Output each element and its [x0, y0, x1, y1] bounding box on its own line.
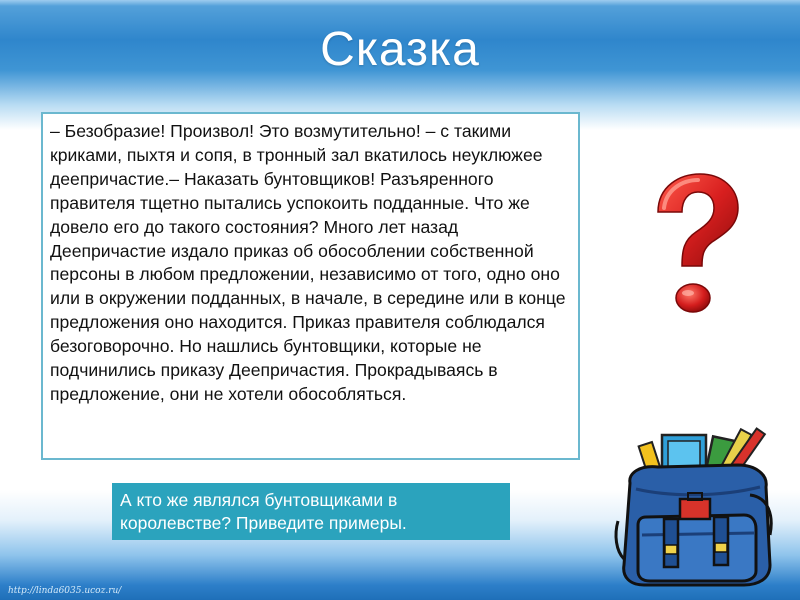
story-text: – Безобразие! Произвол! Это возмутительно! – с такими криками, пыхтя и сопя, в тронный зал вкатилось неуклюжее деепричастие.– Наказать бунтовщиков! Разъяренного правителя тщетно пытались успокоить подданные. Что же довело его до такого состояния? Много лет назад Деепричастие издало приказ об обособлении собственной персоны в любом предложении, независимо от того, одно оно или в окружении подданных, в начале, в середине или в конце предложения оно находится. Приказ правителя соблюдался безоговорочно. Но нашлись бунтовщики, которые не подчинились приказу Деепричастия. Прокрадываясь в предложение, они не хотели обособляться.	[50, 121, 566, 404]
question-mark-icon	[650, 172, 740, 320]
footer-url: http://linda6035.ucoz.ru/	[8, 586, 122, 596]
backpack-clipart	[610, 425, 780, 590]
slide-title: Сказка	[320, 23, 480, 76]
question-box	[112, 483, 510, 540]
question-text: А кто же являлся бунтовщиками в королевстве? Приведите примеры.	[120, 490, 407, 533]
story-text-box	[41, 112, 580, 460]
top-shine	[0, 0, 800, 6]
